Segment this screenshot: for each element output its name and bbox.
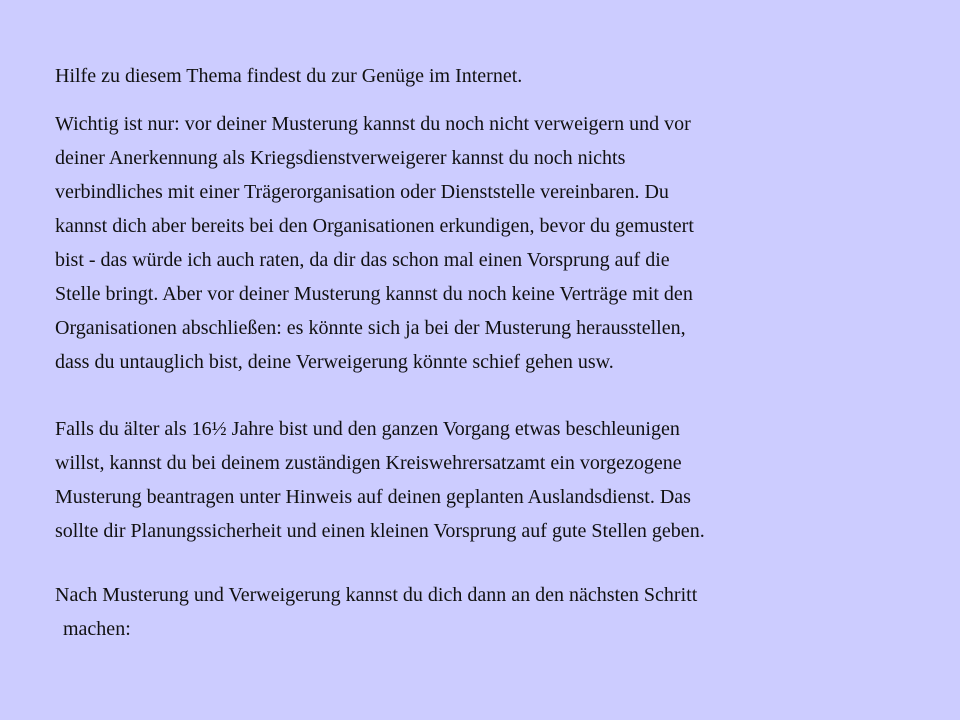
text-line: kannst dich aber bereits bei den Organisationen erkundigen, bevor du gemustert: [55, 215, 694, 237]
text-line: Nach Musterung und Verweigerung kannst du dich dann an den nächsten Schritt: [55, 584, 698, 606]
text-line-indented: machen:: [63, 618, 131, 640]
text-line: Musterung beantragen unter Hinweis auf deinen geplanten Auslandsdienst. Das: [55, 486, 691, 508]
text-line: Organisationen abschließen: es könnte sich ja bei der Musterung herausstellen,: [55, 317, 686, 339]
text-line: bist - das würde ich auch raten, da dir das schon mal einen Vorsprung auf die: [55, 249, 670, 271]
paragraph-musterung-info: [55, 107, 935, 379]
text-line: willst, kannst du bei deinem zuständigen Kreiswehrersatzamt ein vorgezogene: [55, 452, 682, 474]
text-line: verbindliches mit einer Trägerorganisation oder Dienststelle vereinbaren. Du: [55, 181, 669, 203]
paragraph-intro: [55, 59, 935, 93]
text-line: deiner Anerkennung als Kriegsdienstverweigerer kannst du noch nichts: [55, 147, 626, 169]
text-line: Falls du älter als 16½ Jahre bist und den ganzen Vorgang etwas beschleunigen: [55, 418, 680, 440]
text-line: sollte dir Planungssicherheit und einen kleinen Vorsprung auf gute Stellen geben.: [55, 520, 705, 542]
text-line: Stelle bringt. Aber vor deiner Musterung kannst du noch keine Verträge mit den: [55, 283, 693, 305]
text-line: Wichtig ist nur: vor deiner Musterung kannst du noch nicht verweigern und vor: [55, 113, 691, 135]
paragraph-vorgezogene-musterung: [55, 412, 935, 548]
text-line: Hilfe zu diesem Thema findest du zur Genüge im Internet.: [55, 65, 523, 87]
text-line: dass du untauglich bist, deine Verweigerung könnte schief gehen usw.: [55, 351, 614, 373]
paragraph-next-step: [55, 578, 935, 646]
